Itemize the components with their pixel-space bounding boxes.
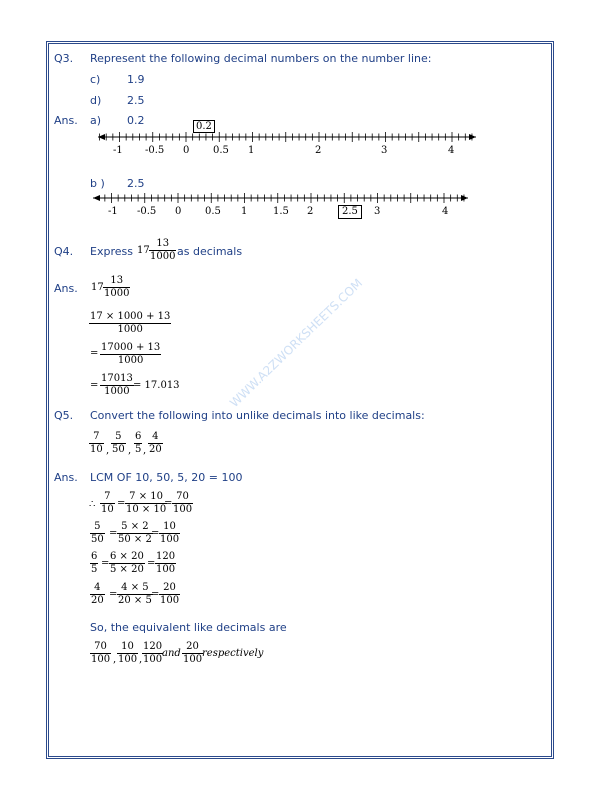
q4-step0-fraction [103, 275, 130, 300]
line-b-tick-label: 0.5 [205, 206, 221, 217]
denominator: 5 [91, 564, 98, 575]
denominator: 1000 [117, 355, 144, 366]
line-b-tick-label: -0.5 [137, 206, 157, 217]
q5-row-3-c [155, 551, 176, 576]
numerator: 7 × 10 [125, 491, 167, 504]
numerator: 6 [135, 431, 142, 442]
denominator: 100 [183, 654, 203, 665]
denominator: 20 × 5 [118, 595, 152, 606]
left-arrow-icon [93, 195, 100, 201]
left-arrow-icon [98, 134, 105, 140]
q4-tail: as decimals [177, 245, 243, 258]
denominator: 10 [90, 444, 103, 455]
denominator: 10 × 10 [126, 504, 167, 515]
q5-and: and [162, 648, 181, 659]
line-a-answer-box: 0.2 [193, 120, 215, 133]
q5-row-2-b [117, 521, 153, 546]
q3-item-d-letter: d) [90, 94, 102, 107]
q5-lcm: LCM OF 10, 50, 5, 20 = 100 [90, 471, 243, 484]
denominator: 100 [173, 504, 193, 515]
numerator: 70 [90, 641, 111, 654]
numerator: 120 [143, 641, 163, 652]
q4-step2-equals: = [90, 348, 99, 359]
equals: = [109, 589, 118, 600]
q5-ans-label: Ans. [54, 471, 78, 484]
denominator: 5 [135, 444, 142, 455]
denominator: 100 [160, 534, 180, 545]
q3-part-a-value: 0.2 [127, 114, 145, 127]
q5-row-3-a [90, 551, 98, 576]
line-a-tick-label: 0 [183, 145, 190, 156]
number-line-b [93, 193, 468, 203]
q5-final-fraction [90, 641, 111, 666]
equals: = [109, 528, 118, 539]
numerator: 5 × 2 [117, 521, 153, 534]
q4-step2-fraction [100, 342, 161, 367]
denominator: 50 × 2 [118, 534, 152, 545]
equals: = [101, 558, 110, 569]
q5-row-2-c [159, 521, 180, 546]
q3-item-c-value: 1.9 [127, 73, 145, 86]
denominator: 100 [156, 564, 176, 575]
line-b-tick-label: 3 [374, 206, 381, 217]
denominator: 100 [118, 654, 138, 665]
line-b-tick-label: 1.5 [273, 206, 289, 217]
q5-question: Convert the following into unlike decimals into like decimals: [90, 409, 425, 422]
line-a-tick-label: 1 [248, 145, 255, 156]
denominator: 50 [91, 534, 104, 545]
comma: , [143, 445, 147, 456]
q4-step3-fraction [100, 373, 134, 398]
q3-item-c-letter: c) [90, 73, 101, 86]
numerator: 10 [159, 521, 180, 534]
denominator: 1000 [104, 386, 130, 397]
denominator: 5 × 20 [110, 564, 144, 575]
line-a-tick-label: 2 [315, 145, 322, 156]
comma: , [128, 445, 132, 456]
comma: , [106, 445, 110, 456]
q5-row-1-a [100, 491, 115, 516]
denominator: 20 [91, 595, 104, 606]
q5-row-4-a [90, 582, 105, 607]
q5-fraction [134, 431, 142, 456]
q4-numerator: 13 [149, 238, 176, 251]
numerator: 5 [90, 521, 105, 534]
denominator: 20 [149, 444, 162, 455]
q3-part-a-letter: a) [90, 114, 102, 127]
q5-final-fraction [117, 641, 138, 666]
numerator: 7 [89, 431, 104, 444]
q4-result: = 17.013 [133, 380, 180, 391]
q3-part-b-letter: b ) [90, 177, 105, 190]
q5-final-fraction [182, 641, 203, 666]
q4-step1-fraction [89, 311, 171, 336]
line-b-tick-label: 4 [442, 206, 449, 217]
line-a-tick-label: -1 [113, 145, 123, 156]
q4-step3-equals: = [90, 380, 99, 391]
line-a-tick-label: -0.5 [145, 145, 165, 156]
denominator: 100 [91, 654, 111, 665]
q3-part-b-value: 2.5 [127, 177, 145, 190]
denominator: 50 [112, 444, 125, 455]
denominator: 100 [143, 654, 163, 665]
numerator: 4 [90, 582, 105, 595]
q5-respectively: respectively [202, 648, 264, 659]
numerator: 17000 + 13 [101, 342, 161, 353]
right-arrow-icon [461, 195, 468, 201]
q5-row-1-c [172, 491, 193, 516]
q4-denominator: 1000 [150, 251, 176, 262]
q5-row-3-b [109, 551, 145, 576]
q3-ans-label: Ans. [54, 114, 78, 127]
numerator: 4 [148, 431, 163, 444]
numerator: 120 [156, 551, 176, 562]
numerator: 17 × 1000 + 13 [90, 311, 171, 322]
numerator: 7 [100, 491, 115, 504]
numerator: 17013 [101, 373, 133, 384]
numerator: 4 × 5 [117, 582, 153, 595]
q3-question: Represent the following decimal numbers on the number line: [90, 52, 432, 65]
denominator: 1000 [104, 288, 130, 299]
q4-step0-whole: 17 [91, 282, 104, 293]
numerator: 5 [111, 431, 126, 444]
numerator: 20 [159, 582, 180, 595]
q4-whole: 17 [137, 245, 150, 256]
q5-label: Q5. [54, 409, 74, 422]
denominator: 1000 [117, 324, 143, 335]
line-a-tick-label: 3 [381, 145, 388, 156]
q5-equivalent-text: So, the equivalent like decimals are [90, 621, 287, 634]
q5-fraction [148, 431, 163, 456]
numerator: 20 [182, 641, 203, 654]
number-line-a [98, 132, 476, 142]
numerator: 6 [91, 551, 98, 562]
watermark: WWW.A2ZWORKSHEETS.COM [227, 276, 366, 411]
q4-express: Express [90, 245, 133, 258]
equals: = [147, 558, 156, 569]
right-arrow-icon [469, 134, 476, 140]
comma: , [139, 654, 143, 665]
numerator: 13 [103, 275, 130, 288]
line-b-tick-label: 1 [241, 206, 248, 217]
line-b-answer-box: 2.5 [338, 205, 362, 219]
q4-ans-label: Ans. [54, 282, 78, 295]
q3-label: Q3. [54, 52, 74, 65]
line-a-tick-label: 4 [448, 145, 455, 156]
denominator: 10 [101, 504, 114, 515]
q4-fraction [149, 238, 176, 263]
q5-row-4-c [159, 582, 180, 607]
q5-fraction [111, 431, 126, 456]
line-b-tick-label: -1 [108, 206, 118, 217]
therefore-symbol: ∴ [89, 499, 96, 510]
equals: = [151, 589, 160, 600]
denominator: 100 [160, 595, 180, 606]
q5-row-4-b [117, 582, 153, 607]
numerator: 70 [172, 491, 193, 504]
q3-item-d-value: 2.5 [127, 94, 145, 107]
numerator: 6 × 20 [110, 551, 144, 562]
q5-fraction [89, 431, 104, 456]
equals: = [151, 528, 160, 539]
q5-row-1-b [125, 491, 167, 516]
line-b-tick-label: 0 [175, 206, 182, 217]
q5-row-2-a [90, 521, 105, 546]
q5-final-fraction [142, 641, 163, 666]
line-b-tick-label: 2 [307, 206, 314, 217]
line-a-tick-label: 0.5 [213, 145, 229, 156]
equals: = [117, 498, 126, 509]
equals: = [164, 498, 173, 509]
comma: , [113, 654, 117, 665]
q4-label: Q4. [54, 245, 74, 258]
numerator: 10 [117, 641, 138, 654]
